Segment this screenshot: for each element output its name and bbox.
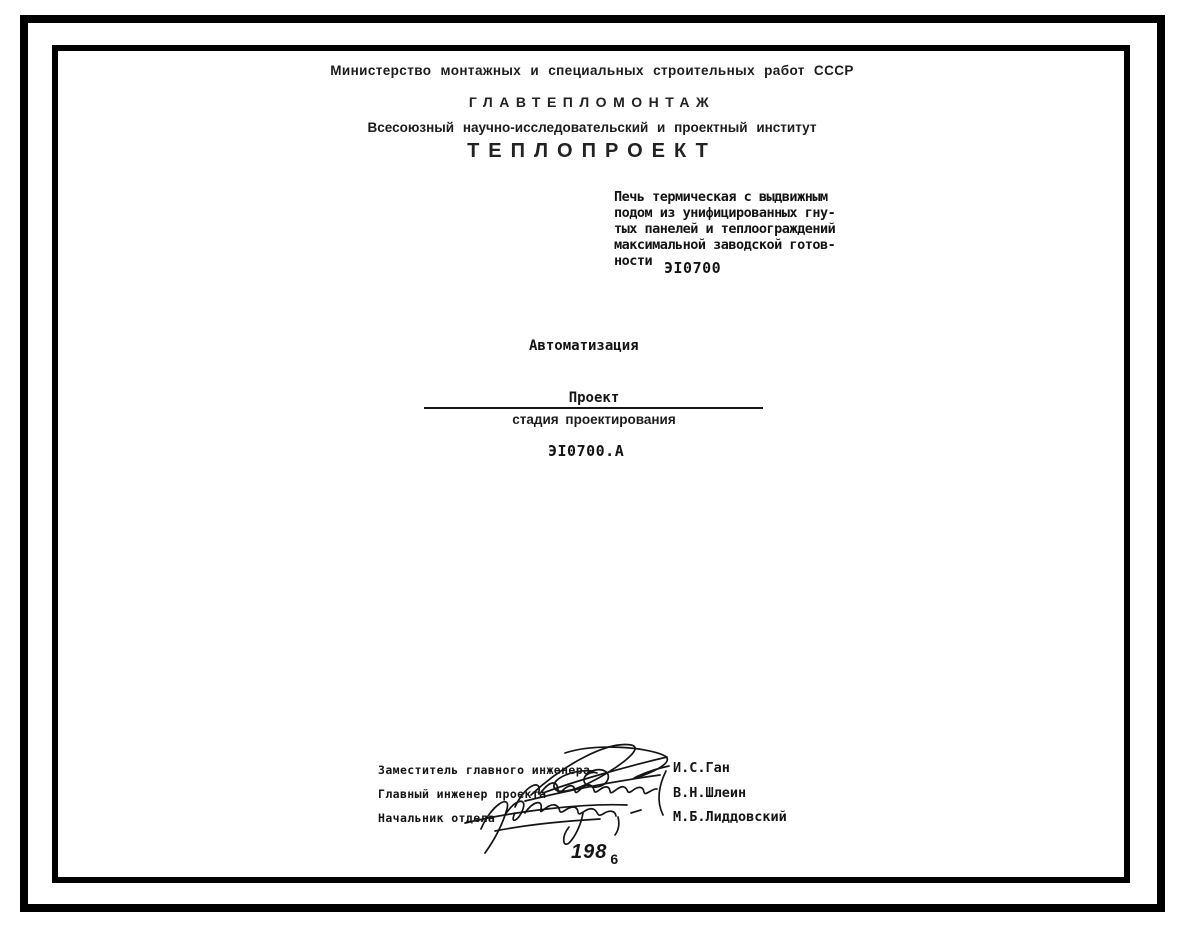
institute-line: Всесоюзный научно-исследовательский и проектный институт — [367, 120, 817, 135]
signature-scribble-gan — [531, 745, 669, 795]
handwritten-signatures — [435, 733, 705, 858]
section-title: Автоматизация — [529, 338, 639, 354]
signature-name-gan: И.С.Ган — [673, 760, 730, 776]
subject-description — [614, 189, 854, 269]
year-printed: 198 — [571, 841, 608, 863]
subject-line: подом из унифицированных гну- — [614, 205, 836, 221]
signature-role-chief-project-engineer: Главный инженер проекта — [378, 787, 547, 801]
institute-name: ТЕПЛОПРОЕКТ — [467, 140, 717, 162]
signature-name-liddovsky: М.Б.Лиддовский — [673, 809, 787, 825]
signature-role-deputy-chief-engineer: Заместитель главного инженера — [378, 763, 591, 777]
glavk-name: ГЛАВТЕПЛОМОНТАЖ — [468, 94, 716, 110]
signature-role-department-head: Начальник отдела — [378, 811, 496, 825]
subject-line: Печь термическая с выдвижным — [614, 189, 828, 205]
signature-name-shlein: В.Н.Шлеин — [673, 785, 747, 801]
ministry-line: Министерство монтажных и специальных строительных работ СССР — [330, 63, 854, 78]
subject-code: ЭI0700 — [664, 259, 722, 277]
year-line — [571, 841, 619, 867]
document-code: ЭI0700.А — [548, 442, 625, 460]
subject-line: ности — [614, 253, 653, 269]
stage-value: Проект — [568, 390, 620, 406]
stage-caption: стадия проектирования — [512, 412, 676, 427]
subject-line: максимальной заводской готов- — [614, 237, 836, 253]
stage-underline — [424, 407, 763, 409]
year-written-digit: 6 — [610, 851, 620, 867]
subject-line: тых панелей и теплоограждений — [614, 221, 836, 237]
